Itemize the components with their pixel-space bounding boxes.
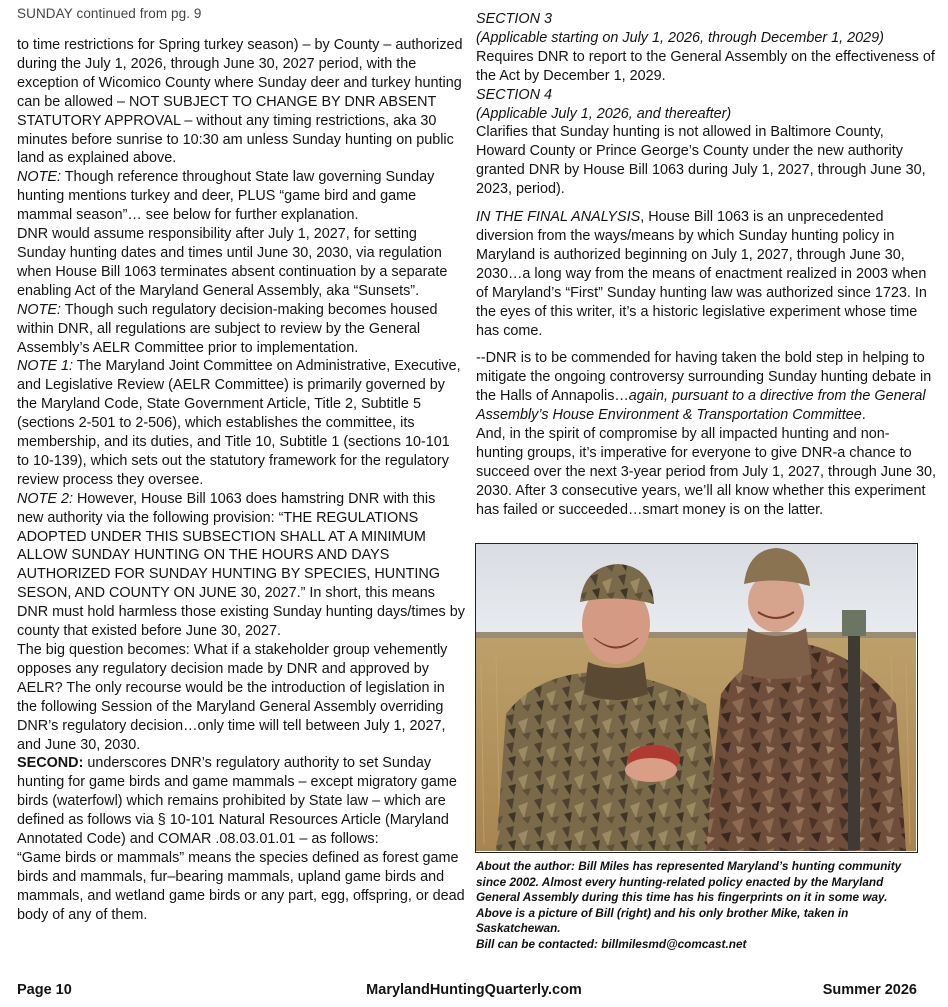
paragraph-text: However, House Bill 1063 does hamstring DNR with this new authority via the following provision: “THE REGULATIONS ADOPTED UNDER THIS SUBSECTION SHALL AT A MINIMUM ALLOW SUNDAY HUNTING ON THE HOURS AND DAYS AUTHORIZED FOR SUNDAY HUNTING BY SPECIES, HUNTING SESON, AND COUNTY ON JUNE 30, 2027.” In short, this means DNR must hold harmless those existing Sunday hunting days/times by county that existed before June 30, 2027. (17, 490, 465, 640)
left-paragraph (17, 641, 465, 754)
author-photo (475, 543, 918, 853)
note-lead: NOTE 1: (17, 358, 73, 375)
paragraph-text: The Maryland Joint Committee on Administrative, Executive, and Legislative Review (AELR Committee) is primarily governed by the Maryland Code, State Government Article, Title 2, Subtitle 5 (sections 2-501 to 2-506), which establishes the committee, its membership, and its duties, and Title 10, Subtitle 1 (sections 10-101 to 10-139), which sets out the statutory framework for the regulatory review process they oversee. (17, 358, 461, 488)
final-analysis-paragraph (476, 208, 936, 340)
section3-text: Requires DNR to report to the General Assembly on the effectiveness of the Act by December 1, 2029. (476, 48, 935, 84)
photo-caption (476, 859, 916, 952)
paragraph-text: The big question becomes: What if a stakeholder group vehemently opposes any regulatory decision made by DNR and approved by AELR? The only recourse would be the introduction of legislation in the following Session of the Maryland General Assembly overriding DNR’s regulatory decision…only time will tell between July 1, 2027, and June 30, 2030. (17, 642, 448, 753)
left-paragraph (17, 301, 465, 358)
left-paragraph (17, 225, 465, 301)
section3-heading: SECTION 3 (476, 11, 552, 27)
paragraph-text: Though such regulatory decision-making becomes housed within DNR, all regulations are subject to review by the General Assembly’s AELR Committee prior to implementation. (17, 301, 438, 356)
footer-issue: Summer 2026 (822, 982, 917, 998)
note-lead: NOTE: (17, 301, 61, 318)
section4-applicable: (Applicable July 1, 2026, and thereafter) (476, 105, 732, 122)
page-footer (0, 982, 948, 1002)
section3-applicable: (Applicable starting on July 1, 2026, through December 1, 2029) (476, 29, 884, 46)
left-paragraph (17, 357, 465, 489)
paragraph-text: underscores DNR’s regulatory authority to set Sunday hunting for game birds and game mammals – except migratory game birds (waterfowl) which remains prohibited by State law – which are defined as follows via § 10-101 Natural Resources Article (Maryland Annotated Code) and COMAR .08.03.01.01 – as follows: (17, 755, 457, 848)
continued-header: SUNDAY continued from pg. 9 (17, 6, 202, 21)
paragraph-text: DNR would assume responsibility after July 1, 2027, for setting Sunday hunting dates and times until June 30, 2030, via regulation when House Bill 1063 terminates absent continuation by a separate enabling Act of the Maryland General Assembly, aka “Sunsets”. (17, 226, 448, 299)
bold-lead: SECOND: (17, 755, 84, 772)
commend-paragraph (476, 349, 936, 425)
left-paragraph (17, 36, 465, 168)
left-paragraph (17, 490, 465, 641)
left-column (17, 36, 465, 925)
caption-text: About the author: Bill Miles has represented Maryland’s hunting community since 2002. Almost every hunting-related policy enacted by the Maryland General Assembly during this time has his fingerprints on it in some way. Above is a picture of Bill (right) and his only brother Mike, taken in Saskatchewan. (476, 859, 902, 935)
spirit-paragraph: And, in the spirit of compromise by all impacted hunting and non-hunting groups, it’s imperative for everyone to give DNR-a chance to succeed over the next 3-year period from July 1, 2027, through June 30, 2030. After 3 consecutive years, we’ll all know whether this experiment has failed or succeeded…smart money is on the latter. (476, 426, 936, 518)
right-column (476, 10, 936, 520)
paragraph-text: Though reference throughout State law governing Sunday hunting mentions turkey and deer, PLUS “game bird and game mammal season”… see below for further explanation. (17, 169, 435, 224)
section4-heading: SECTION 4 (476, 86, 552, 103)
final-analysis-text: , House Bill 1063 is an unprecedented diversion from the ways/means by which Sunday hunting policy in Maryland is authorized beginning on July 1, 2027, through June 30, 2030…a long way from the means of enactment realized in 2003 when of Maryland’s “First” Sunday hunting law was authorized since 1723. In the eyes of this writer, it’s a historic legislative experiment whose time has come. (476, 209, 927, 339)
left-paragraph (17, 849, 465, 925)
section4-text: Clarifies that Sunday hunting is not allowed in Baltimore County, Howard County or Prince George’s County under the new authority granted DNR by House Bill 1063 during July 1, 2027, through June 30, 2023, period). (476, 124, 926, 198)
paragraph-text: “Game birds or mammals” means the species defined as forest game birds and mammals, fur–bearing mammals, upland game birds and mammals, and wetland game birds or any part, egg, offspring, or dead body of any of them. (17, 849, 465, 923)
footer-website: MarylandHuntingQuarterly.com (366, 982, 582, 998)
note-lead: NOTE: (17, 169, 61, 186)
hunters-photo-illustration (476, 544, 916, 851)
caption-contact: Bill can be contacted: billmilesmd@comcast.net (476, 936, 747, 951)
left-paragraph (17, 168, 465, 225)
paragraph-text: to time restrictions for Spring turkey season) – by County – authorized during the July 1, 2026, through June 30, 2027 period, with the exception of Wicomico County where Sunday deer and turkey hunting can be allowed – NOT SUBJECT TO CHANGE BY DNR ABSENT STATUTORY APPROVAL – without any timing restrictions, aka 30 minutes before sunrise to 10:30 am unless Sunday hunting on public land as explained above. (17, 37, 463, 167)
left-paragraph (17, 754, 465, 849)
footer-page-number: Page 10 (17, 982, 72, 998)
note-lead: NOTE 2: (17, 490, 73, 507)
commend-italic: again, pursuant to a directive from the General Assembly’s House Environment & Transportation Committee (476, 388, 926, 424)
commend-end: . (861, 407, 866, 424)
final-analysis-lead: IN THE FINAL ANALYSIS (476, 209, 641, 226)
commend-text: --DNR is to be commended for having taken the bold step in helping to mitigate the ongoing controversy surrounding Sunday hunting debate in the Halls of Annapolis… (476, 350, 932, 405)
